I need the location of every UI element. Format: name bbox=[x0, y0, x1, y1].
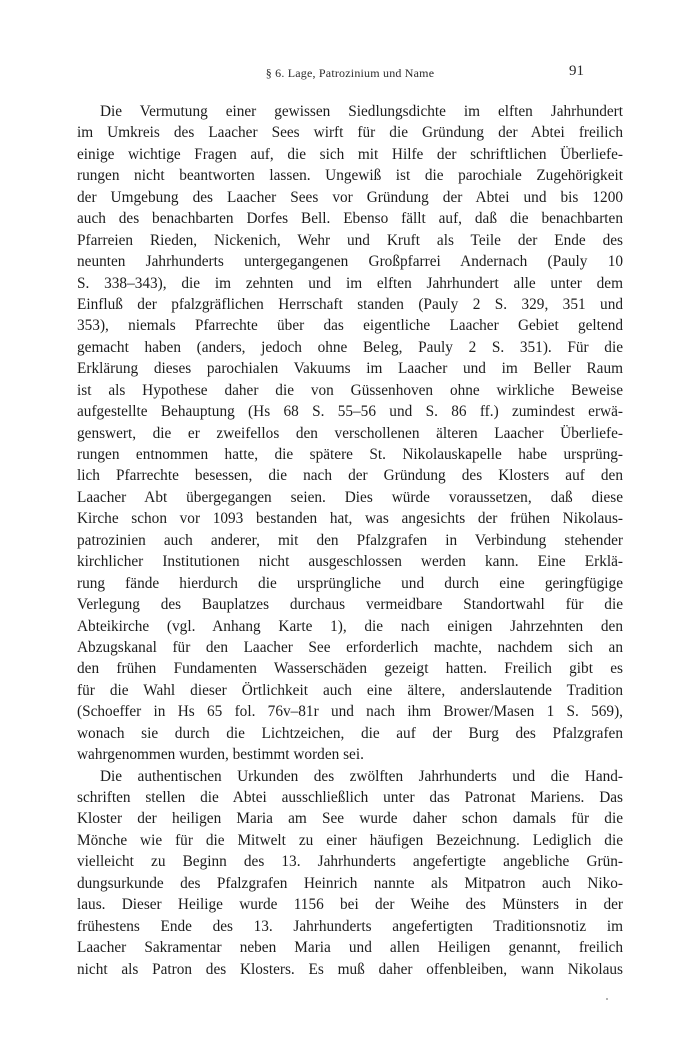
text-line: den frühen Fundamenten Wasserschäden gezeigt hatten. Freilich gibt es bbox=[77, 660, 623, 678]
text-line: einige wichtige Fragen auf, die sich mit Hilfe der schriftlichen Überliefe- bbox=[77, 145, 623, 163]
text-line: Die Vermutung einer gewissen Siedlungsdichte im elften Jahrhundert bbox=[100, 103, 623, 120]
text-line: Verlegung des Bauplatzes durchaus vermeidbare Standortwahl für die bbox=[77, 596, 623, 614]
text-line: im Umkreis des Laacher Sees wirft für die Gründung der Abtei freilich bbox=[77, 124, 623, 142]
text-line: Die authentischen Urkunden des zwölften Jahrhunderts und die Hand- bbox=[100, 767, 623, 785]
text-line: gemacht haben (anders, jedoch ohne Beleg, Pauly 2 S. 351). Für die bbox=[77, 338, 623, 356]
text-line: rungen entnommen hatte, die spätere St. Nikolauskapelle habe ursprüng- bbox=[77, 446, 623, 463]
text-line: (Schoeffer in Hs 65 fol. 76v–81r und nach ihm Brower/Masen 1 S. 569), bbox=[77, 703, 623, 721]
text-line: rungen nicht beantworten lassen. Ungewiß ist die parochiale Zugehörigkeit bbox=[77, 167, 623, 185]
running-title: § 6. Lage, Patrozinium und Name bbox=[265, 66, 435, 80]
text-line: rung fände hierdurch die ursprüngliche und durch eine geringfügige bbox=[77, 574, 623, 592]
text-line: 353), niemals Pfarrechte über das eigentliche Laacher Gebiet geltend bbox=[77, 317, 623, 335]
text-line: ist als Hypothese daher die von Güssenhoven ohne wirkliche Beweise bbox=[77, 381, 623, 399]
text-line: lich Pfarrechte besessen, die nach der Gründung des Klosters auf den bbox=[77, 467, 623, 485]
text-line: patrozinien auch anderer, mit den Pfalzgrafen in Verbindung stehender bbox=[77, 531, 623, 549]
text-line: auch des benachbarten Dorfes Bell. Ebenso fällt auf, daß die benachbarten bbox=[77, 210, 623, 228]
margin-speck bbox=[606, 998, 608, 1000]
text-line: Abzugskanal für den Laacher See erforderlich machte, nachdem sich an bbox=[77, 638, 623, 656]
text-line: Mönche wie für die Mitwelt zu einer häufigen Bezeichnung. Lediglich die bbox=[77, 831, 623, 849]
text-line: Kirche schon vor 1093 bestanden hat, was angesichts der frühen Nikolaus- bbox=[77, 510, 623, 528]
text-line: frühestens Ende des 13. Jahrhunderts angefertigten Traditionsnotiz im bbox=[77, 917, 623, 935]
text-line: Abteikirche (vgl. Anhang Karte 1), die nach einigen Jahrzehnten den bbox=[77, 617, 623, 635]
text-line: kirchlicher Institutionen nicht ausgeschlossen werden kann. Eine Erklä- bbox=[77, 553, 623, 571]
text-line: Kloster der heiligen Maria am See wurde daher schon damals für die bbox=[77, 810, 623, 828]
running-head bbox=[0, 63, 700, 86]
text-line: S. 338–343), die im zehnten und im elften Jahrhundert alle unter dem bbox=[77, 274, 623, 292]
body-text bbox=[77, 101, 623, 980]
text-line: laus. Dieser Heilige wurde 1156 bei der Weihe des Münsters in der bbox=[77, 896, 623, 914]
text-line: der Umgebung des Laacher Sees vor Gründung der Abtei und bis 1200 bbox=[77, 188, 623, 206]
text-line: vielleicht zu Beginn des 13. Jahrhunderts angefertigte angebliche Grün- bbox=[77, 853, 623, 871]
text-line: genswert, die er zweifellos den verschollenen älteren Laacher Überliefe- bbox=[77, 424, 623, 442]
text-line: neunten Jahrhunderts untergegangenen Großpfarrei Andernach (Pauly 10 bbox=[77, 253, 623, 271]
text-line: Laacher Abt übergegangen seien. Dies würde voraussetzen, daß diese bbox=[77, 488, 623, 506]
text-line: aufgestellte Behauptung (Hs 68 S. 55–56 und S. 86 ff.) zumindest erwä- bbox=[77, 403, 623, 421]
text-line: nicht als Patron des Klosters. Es muß daher offenbleiben, wann Nikolaus bbox=[77, 960, 623, 978]
text-line: wahrgenommen wurden, bestimmt worden sei. bbox=[77, 746, 364, 764]
text-line: Erklärung dieses parochialen Vakuums im Laacher und im Beller Raum bbox=[77, 360, 623, 378]
text-line: Laacher Sakramentar neben Maria und allen Heiligen genannt, freilich bbox=[77, 939, 623, 957]
text-line: für die Wahl dieser Örtlichkeit auch eine ältere, anderslautende Tradition bbox=[77, 681, 623, 699]
page-number: 91 bbox=[569, 63, 584, 79]
text-line: Einfluß der pfalzgräflichen Herrschaft standen (Pauly 2 S. 329, 351 und bbox=[77, 295, 623, 313]
text-line: dungsurkunde des Pfalzgrafen Heinrich nannte als Mitpatron auch Niko- bbox=[77, 874, 623, 892]
text-line: Pfarreien Rieden, Nickenich, Wehr und Kruft als Teile der Ende des bbox=[77, 231, 623, 249]
text-line: wonach sie durch die Lichtzeichen, die auf der Burg des Pfalzgrafen bbox=[77, 724, 623, 742]
text-line: schriften stellen die Abtei ausschließlich unter das Patronat Mariens. Das bbox=[77, 789, 623, 806]
